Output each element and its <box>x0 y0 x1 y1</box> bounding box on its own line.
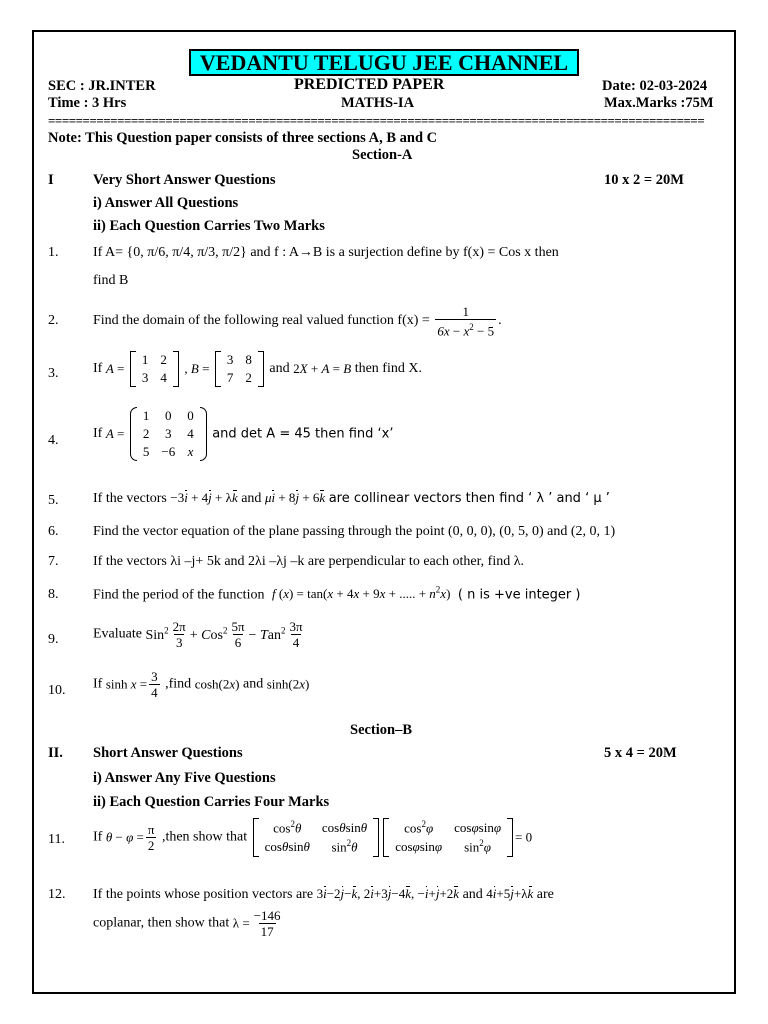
question-12-text: If the points whose position vectors are <box>93 887 314 902</box>
question-4: If A = 1 0 0 2 3 4 5 −6 x and det A = 45 then find ‘x’ <box>93 408 394 459</box>
question-3-and: and <box>269 361 290 376</box>
section-a-heading: Very Short Answer Questions <box>93 172 276 188</box>
question-4-end: and det A = 45 then find ‘x’ <box>212 426 394 442</box>
question-3-if: If <box>93 361 103 376</box>
question-5-and: and <box>241 491 262 506</box>
question-number: 4. <box>48 433 59 448</box>
section-label: SEC : JR.INTER <box>48 78 156 94</box>
section-b-title: Section–B <box>350 722 413 738</box>
fraction: $\frac{1}{6x - x^2 - 5}$ <box>437 304 495 339</box>
note: Note: This Question paper consists of three sections A, B and C <box>48 130 438 146</box>
question-10: If sinh x = $\frac{3}{4}$ ,find cosh(2x) and sinh(2x) <box>93 669 310 700</box>
question-12-are: are <box>536 887 554 902</box>
question-11: If θ − φ = $\frac{\pi}{2}$ ,then show that $\cos^2\theta$ cosθsinθ cosθsinθ $\sin^2\theta$ $\cos^2\varphi$ cosφsinφ cosφsinφ $\sin^2\varphi$ = 0 <box>93 819 533 855</box>
section-b-heading: Short Answer Questions <box>93 745 243 761</box>
question-10-find: ,find <box>165 676 192 692</box>
question-12-cont: coplanar, then show that λ = $\frac{-146}{17}$ <box>93 908 281 939</box>
matrix-a-3x3: 1 0 0 2 3 4 5 −6 x <box>130 407 207 461</box>
question-number: 7. <box>48 554 59 569</box>
section-b-instruction-1: i) Answer Any Five Questions <box>93 770 276 786</box>
question-3: If A = 1 2 3 4 , B = 3 8 7 2 and 2X + A = B then find X. <box>93 352 422 385</box>
question-8-end: ( n is +ve integer ) <box>457 587 581 603</box>
exam-date: Date: 02-03-2024 <box>602 78 708 94</box>
question-5-text: If the vectors <box>93 491 167 506</box>
question-2: Find the domain of the following real valued function f(x) = $\frac{1}{6x - x^2 - 5}$ . <box>93 304 502 339</box>
question-10-if: If <box>93 676 103 692</box>
question-number: 9. <box>48 632 59 647</box>
question-3-end: then find X. <box>354 361 422 376</box>
question-number: 2. <box>48 313 59 328</box>
section-b-roman: II. <box>48 745 63 761</box>
separator-rule: =============================================================================================== <box>48 114 705 128</box>
question-number: 12. <box>48 887 66 902</box>
channel-title: VEDANTU TELUGU JEE CHANNEL <box>189 49 579 76</box>
question-9-text: Evaluate <box>93 626 142 642</box>
question-12-text-cont: coplanar, then show that <box>93 915 230 931</box>
question-number: 6. <box>48 524 59 539</box>
question-9: Evaluate Sin$^2$ $\frac{2\pi}{3}$ + Cos$^2$ $\frac{5\pi}{6}$ − Tan$^2$ $\frac{3\pi}{4}$ <box>93 619 303 650</box>
question-number: 1. <box>48 245 59 260</box>
question-12-and: and <box>462 887 483 902</box>
matrix-theta: $\cos^2\theta$ cosθsinθ cosθsinθ $\sin^2\theta$ <box>253 818 380 857</box>
question-11-if: If <box>93 829 103 845</box>
max-marks: Max.Marks :75M <box>604 95 714 111</box>
question-1-text: If A= {0, π/6, π/4, π/3, π/2} and f : A→B is a surjection define by f(x) = Cos x then <box>93 245 559 260</box>
exam-time: Time : 3 Hrs <box>48 95 127 111</box>
section-b-instruction-2: ii) Each Question Carries Four Marks <box>93 794 330 810</box>
question-10-and: and <box>242 676 264 692</box>
question-number: 10. <box>48 683 66 698</box>
question-1-text-cont: find B <box>93 273 129 288</box>
paper-type: PREDICTED PAPER <box>294 76 445 93</box>
section-a-instruction-1: i) Answer All Questions <box>93 195 239 211</box>
question-7-text: If the vectors λi –j+ 5k and 2λi –λj –k are perpendicular to each other, find λ. <box>93 554 525 569</box>
question-6-text: Find the vector equation of the plane passing through the point (0, 0, 0), (0, 5, 0) and (2, 0, 1) <box>93 524 616 539</box>
question-5-end: are collinear vectors then find ‘ λ ’ and ‘ μ ’ <box>328 491 610 506</box>
question-2-text: Find the domain of the following real valued function f(x) = <box>93 313 430 329</box>
subject: MATHS-IA <box>341 95 415 111</box>
section-a-roman: I <box>48 172 54 188</box>
question-number: 3. <box>48 366 59 381</box>
matrix-b: 3 8 7 2 <box>215 351 264 387</box>
question-number: 8. <box>48 587 59 602</box>
matrix-phi: $\cos^2\varphi$ cosφsinφ cosφsinφ $\sin^2\varphi$ <box>383 818 513 857</box>
question-4-if: If <box>93 426 103 441</box>
question-8: Find the period of the function f (x) = tan(x + 4x + 9x + ..... + $n^2x$) ( n is +ve integer ) <box>93 585 581 603</box>
question-number: 5. <box>48 493 59 508</box>
section-a-marks: 10 x 2 = 20M <box>604 172 684 188</box>
section-b-marks: 5 x 4 = 20M <box>604 745 677 761</box>
question-11-then: ,then show that <box>161 829 248 845</box>
matrix-a: 1 2 3 4 <box>130 351 179 387</box>
question-8-text: Find the period of the function <box>93 587 265 603</box>
question-12: If the points whose position vectors are 3i−2j−k, 2i+3j−4k, −i+j+2k and 4i+5j+λk are <box>93 886 554 902</box>
section-a-title: Section-A <box>352 147 413 163</box>
question-number: 11. <box>48 832 65 847</box>
section-a-instruction-2: ii) Each Question Carries Two Marks <box>93 218 325 234</box>
question-5: If the vectors −3i + 4j + λk and μi + 8j + 6k are collinear vectors then find ‘ λ ’ and ‘ μ ’ <box>93 490 610 506</box>
